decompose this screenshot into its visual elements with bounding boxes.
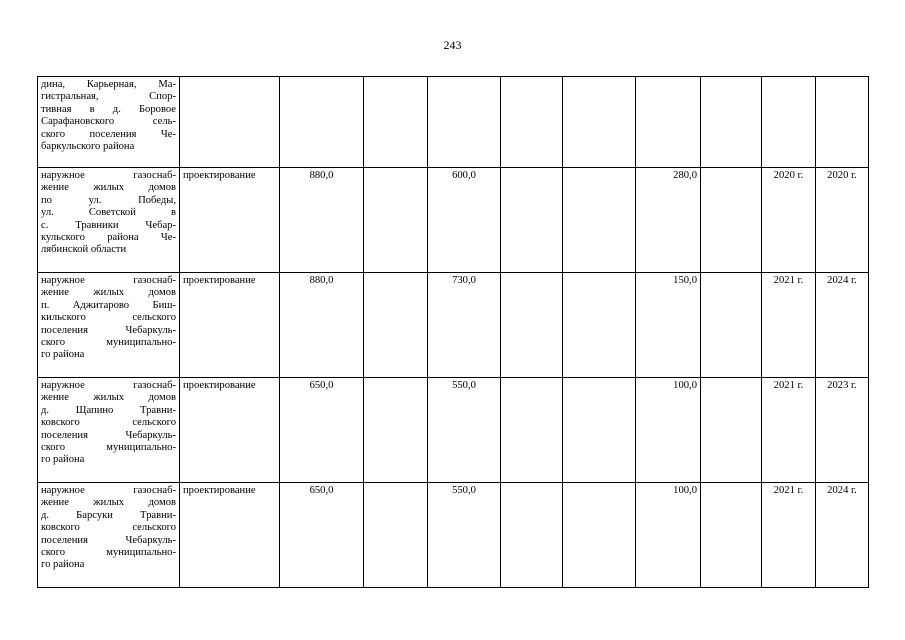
total-cost-cell: 880,0	[280, 168, 364, 273]
object-name-line: наружное газоснаб-	[41, 170, 176, 181]
object-name-line: жение жилых домов	[41, 497, 176, 509]
value-cell-4	[364, 483, 428, 588]
object-name-line: гистральная, Спор-	[41, 91, 176, 103]
start-year-cell: 2021 г.	[762, 378, 816, 483]
end-year-cell: 2024 г.	[816, 483, 869, 588]
value-cell-7	[563, 168, 636, 273]
object-name-line: кульского района Че-	[41, 231, 176, 243]
end-year-cell: 2020 г.	[816, 168, 869, 273]
stage-cell: проектирование	[180, 273, 280, 378]
value-cell-6	[501, 77, 563, 168]
object-name-line: го района	[41, 559, 85, 571]
end-year-cell: 2023 г.	[816, 378, 869, 483]
start-year-cell: 2021 г.	[762, 483, 816, 588]
value-cell-7	[563, 273, 636, 378]
value-cell-5: 730,0	[428, 273, 501, 378]
empty-cell	[701, 378, 762, 483]
stage-cell: проектирование	[180, 483, 280, 588]
value-cell-7	[563, 77, 636, 168]
object-name-cell	[38, 168, 180, 273]
empty-cell	[701, 168, 762, 273]
total-cost-cell: 650,0	[280, 483, 364, 588]
object-name-line: наружное газоснаб-	[41, 380, 176, 391]
object-name-line: д. Щапино Травни-	[41, 404, 176, 416]
object-name-line: кильского сельского	[41, 312, 176, 324]
total-cost-cell	[280, 77, 364, 168]
value-cell-6	[501, 378, 563, 483]
empty-cell	[701, 483, 762, 588]
table-body	[38, 77, 869, 588]
value-cell-5	[428, 77, 501, 168]
object-name-line: тивная в д. Боровое	[41, 103, 176, 115]
object-name-cell	[38, 77, 180, 168]
table-row	[38, 273, 869, 378]
total-cost-cell: 880,0	[280, 273, 364, 378]
object-name-line: поселения Чебаркуль-	[41, 324, 176, 336]
value-cell-6	[501, 483, 563, 588]
object-name-line: жение жилых домов	[41, 182, 176, 194]
object-name-line: д. Барсуки Травни-	[41, 509, 176, 521]
object-name-line: баркульского района	[41, 140, 135, 152]
object-name-cell	[38, 378, 180, 483]
start-year-cell: 2021 г.	[762, 273, 816, 378]
empty-cell	[701, 77, 762, 168]
object-name-line: жение жилых домов	[41, 287, 176, 299]
object-name-line: с. Травники Чебар-	[41, 219, 176, 231]
value-cell-8: 150,0	[636, 273, 701, 378]
value-cell-5: 550,0	[428, 483, 501, 588]
object-name-line: ского поселения Че-	[41, 128, 176, 140]
value-cell-7	[563, 483, 636, 588]
object-name-line: наружное газоснаб-	[41, 275, 176, 286]
start-year-cell: 2020 г.	[762, 168, 816, 273]
value-cell-5: 550,0	[428, 378, 501, 483]
value-cell-7	[563, 378, 636, 483]
value-cell-4	[364, 77, 428, 168]
stage-cell	[180, 77, 280, 168]
object-name-line: ского муниципально-	[41, 441, 176, 453]
value-cell-4	[364, 168, 428, 273]
object-name-line: ковского сельского	[41, 417, 176, 429]
end-year-cell	[816, 77, 869, 168]
object-name-cell	[38, 273, 180, 378]
object-name-line: поселения Чебаркуль-	[41, 534, 176, 546]
object-name-line: дина, Карьерная, Ма-	[41, 79, 176, 90]
value-cell-5: 600,0	[428, 168, 501, 273]
value-cell-6	[501, 273, 563, 378]
object-name-line: го района	[41, 454, 85, 466]
object-name-line: ского муниципально-	[41, 336, 176, 348]
page-number: 243	[443, 38, 462, 52]
object-name-line: ского муниципально-	[41, 546, 176, 558]
object-name-line: наружное газоснаб-	[41, 485, 176, 496]
value-cell-8: 280,0	[636, 168, 701, 273]
table-row	[38, 77, 869, 168]
object-name-line: го района	[41, 349, 85, 361]
value-cell-6	[501, 168, 563, 273]
object-name-line: поселения Чебаркуль-	[41, 429, 176, 441]
table-row	[38, 168, 869, 273]
end-year-cell: 2024 г.	[816, 273, 869, 378]
object-name-line: по ул. Победы,	[41, 194, 176, 206]
table-row	[38, 483, 869, 588]
value-cell-4	[364, 273, 428, 378]
table-row	[38, 378, 869, 483]
object-name-cell	[38, 483, 180, 588]
object-name-line: п. Аджитарово Биш-	[41, 299, 176, 311]
stage-cell: проектирование	[180, 378, 280, 483]
value-cell-8: 100,0	[636, 378, 701, 483]
object-name-line: ул. Советской в	[41, 207, 176, 219]
object-name-line: жение жилых домов	[41, 392, 176, 404]
object-name-line: лябинской области	[41, 244, 127, 256]
start-year-cell	[762, 77, 816, 168]
total-cost-cell: 650,0	[280, 378, 364, 483]
value-cell-4	[364, 378, 428, 483]
empty-cell	[701, 273, 762, 378]
object-name-line: ковского сельского	[41, 522, 176, 534]
stage-cell: проектирование	[180, 168, 280, 273]
object-name-line: Сарафановского сель-	[41, 116, 176, 128]
value-cell-8: 100,0	[636, 483, 701, 588]
investment-table	[37, 76, 869, 588]
value-cell-8	[636, 77, 701, 168]
